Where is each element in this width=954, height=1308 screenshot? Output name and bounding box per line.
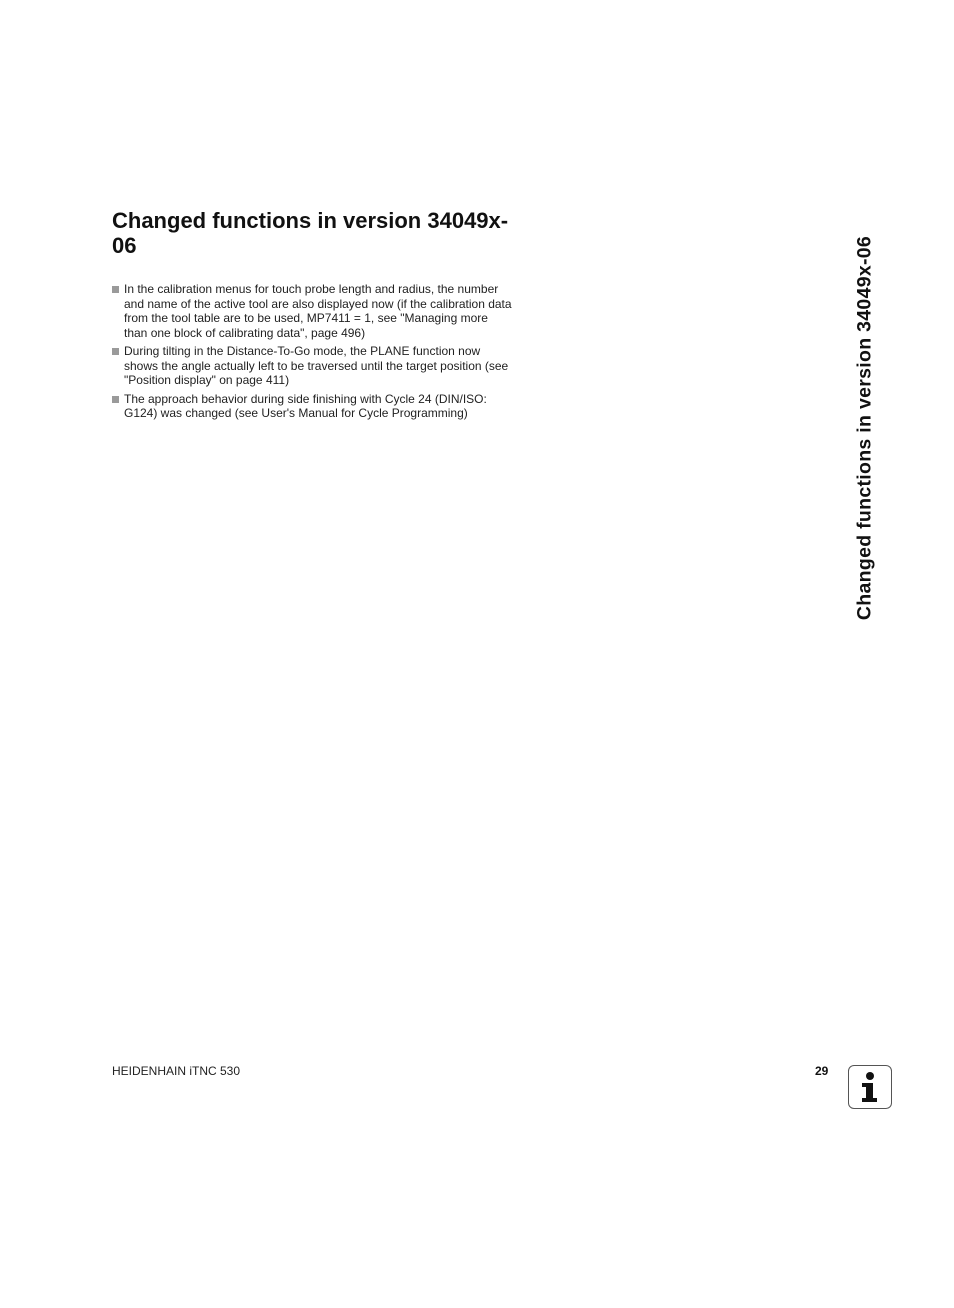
- changes-list: [112, 282, 512, 425]
- square-bullet-icon: [112, 348, 119, 355]
- list-item-text: During tilting in the Distance-To-Go mode, the PLANE function now shows the angle actually left to be traversed until the target position (see "Position display" on page 411): [124, 344, 509, 387]
- list-item: [112, 392, 512, 421]
- list-item-text: In the calibration menus for touch probe length and radius, the number and name of the active tool are also displayed now (if the calibration data from the tool table are to be used, MP7411 = 1, see "Managing more than one block of calibrating data", page 496): [124, 282, 512, 340]
- side-heading: Changed functions in version 34049x-06: [853, 235, 876, 621]
- square-bullet-icon: [112, 396, 119, 403]
- page-number: 29: [815, 1064, 829, 1078]
- list-item: [112, 282, 512, 340]
- square-bullet-icon: [112, 286, 119, 293]
- list-item-text: The approach behavior during side finishing with Cycle 24 (DIN/ISO: G124) was changed (see User's Manual for Cycle Programming): [124, 391, 487, 420]
- info-icon: [848, 1065, 892, 1109]
- page-title: Changed functions in version 34049x-06: [112, 208, 509, 258]
- footer-title: HEIDENHAIN iTNC 530: [112, 1064, 241, 1078]
- list-item: [112, 344, 512, 388]
